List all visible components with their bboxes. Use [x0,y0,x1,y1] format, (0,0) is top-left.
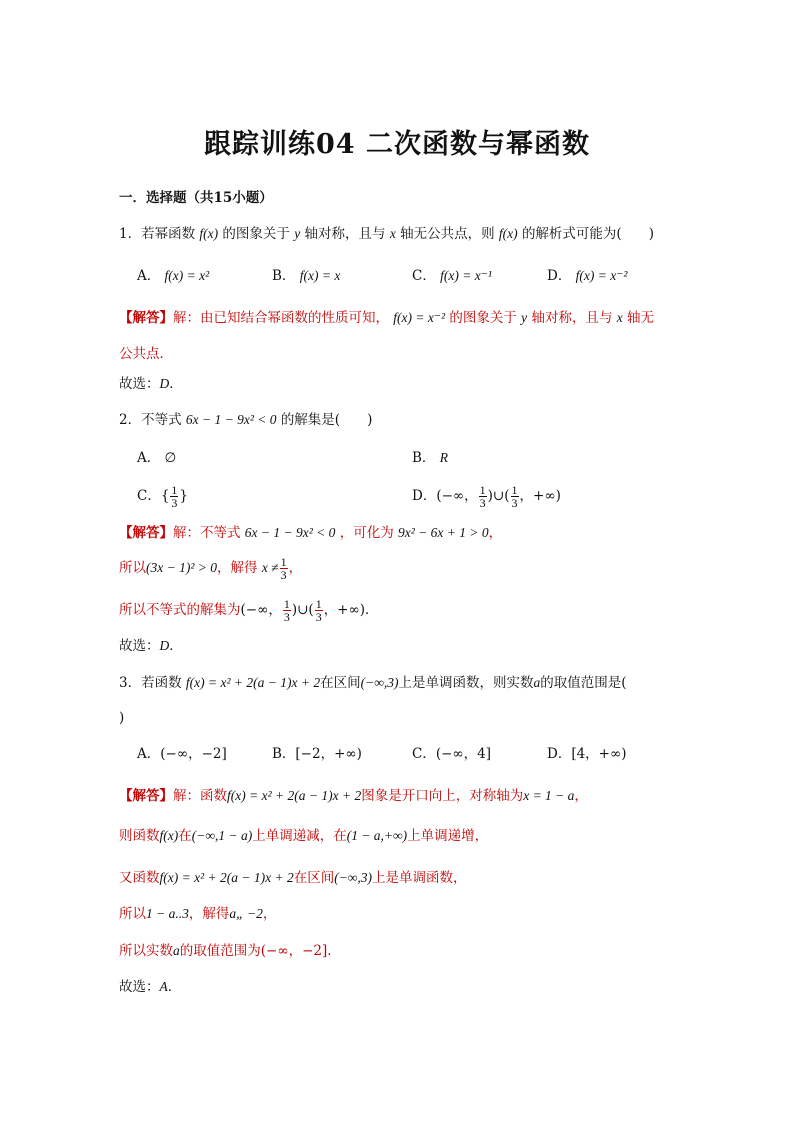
q3-solution-line1 [119,786,588,806]
q3-stem-b: 在区间 [320,675,361,691]
q2-option-d-end: ，+∞) [519,488,561,504]
q1-sol-text2: 的图象关于 [449,310,517,326]
q1-option-b [272,266,340,286]
q1-option-b-value: f(x) = x [299,268,341,283]
q3-sol-text3: ， [574,788,588,804]
q1-stem-mid3: 轴无公共点，则 [400,226,495,242]
q1-fx2: f(x) [498,226,518,241]
q2-option-c [137,484,188,509]
q3-sol-text13: ， [262,906,277,922]
q3-sol-text6: 上单调递减，在 [252,828,347,844]
q1-stem-end: 的解析式可能为( ) [521,226,654,242]
q3-sol-condition: 1 − a..3 [146,906,189,921]
q3-solution-tag: 【解答】 [119,788,173,804]
q3-stem-close: ) [119,710,125,726]
q3-sol-dec-interval: (−∞,1 − a) [191,828,253,843]
q1-stem-mid: 的图象关于 [222,226,290,242]
q2-stem-prefix: 2．不等式 [119,412,182,428]
q2-answer-label: 故选： [119,638,160,654]
q2-inequality: 6x − 1 − 9x² < 0 [185,412,277,427]
q2-sol-text6: ， [288,560,303,576]
q2-sol-fraction2: $\frac{1}{3}$ [283,597,290,624]
q2-option-c-end: } [179,488,189,504]
q3-sol-axis: x = 1 − a [523,788,575,803]
q2-solution-tag: 【解答】 [119,525,173,541]
q3-stem-c: 上是单调函数，则实数 [398,675,534,691]
question-2-stem [119,410,372,430]
q3-stem-prefix: 3．若函数 [119,675,182,691]
q2-option-a-value: ∅ [164,450,177,465]
q2-option-d-fraction1: $\frac{1}{3}$ [479,483,486,510]
q3-sol-text7: 上单调递增， [407,828,489,844]
q2-sol-ineq2: 9x² − 6x + 1 > 0 [398,525,489,540]
q1-option-d-value: f(x) = x⁻² [575,268,628,283]
q1-answer-letter: D [159,376,170,391]
q3-sol-inc-interval: (1 − a,+∞) [346,828,408,843]
q2-option-d-fraction2: $\frac{1}{3}$ [511,483,518,510]
q3-sol-interval: (−∞,3) [334,870,373,885]
q2-option-d-union: )∪( [487,488,510,504]
q2-sol-square: (3x − 1)² > 0 [146,560,218,575]
q2-sol-xneq: x ≠ [261,560,279,575]
q1-option-a [137,266,209,286]
q2-option-a [137,448,176,468]
q3-option-d: D．[4，+∞) [547,746,627,762]
q1-solution-tag: 【解答】 [119,310,173,326]
q1-answer-end: ． [169,376,183,392]
q3-stem-d: 的取值范围是( [540,675,627,691]
q2-sol-text3: ， [488,525,503,541]
q1-option-a-label: A． [137,268,161,284]
q1-stem-prefix: 1．若幂函数 [119,226,196,242]
q2-stem-end: 的解集是( ) [280,412,373,428]
q2-sol-ineq: 6x − 1 − 9x² < 0 [244,525,336,540]
q2-sol-text5: ，解得 [217,560,258,576]
q1-option-d [547,266,627,286]
q2-option-b-label: B． [412,450,436,466]
q2-sol-fraction: $\frac{1}{3}$ [280,555,287,582]
q3-option-a: A．(−∞，−2] [137,746,227,762]
q3-sol-text15: 的取值范围为(−∞，−2]． [179,943,341,959]
q2-option-c-fraction: $\frac{1}{3}$ [171,483,178,510]
q3-solution-line3 [119,868,467,888]
q1-sol-text3: 轴对称，且与 [531,310,613,326]
q2-sol-text1: 解：不等式 [173,525,241,541]
q2-option-c-label: C．{ [137,488,170,504]
q2-sol-fraction3: $\frac{1}{3}$ [315,597,322,624]
q2-solution-line2 [119,556,302,581]
q1-sol-text: 解：由已知结合幂函数的性质可知， [173,310,389,326]
q2-sol-text2: ，可化为 [339,525,394,541]
q3-answer-letter: A [159,979,168,994]
q3-sol-result: a„ −2 [229,906,263,921]
q1-stem-mid2: 轴对称，且与 [304,226,386,242]
q2-answer [119,636,183,656]
q3-sol-a: a [173,943,180,958]
section-heading: 一．选择题（共15小题） [119,190,273,206]
q1-sol-fx: f(x) = x⁻² [393,310,446,325]
q1-option-b-label: B． [272,268,296,284]
q3-option-c: C．(−∞，4] [412,746,492,762]
q3-sol-text12: ，解得 [188,906,230,922]
q1-option-c-label: C． [412,268,436,284]
q2-sol-text7: 所以不等式的解集为 [119,602,241,618]
q3-sol-text10: 上是单调函数， [372,870,467,886]
q1-solution-line2: 公共点． [119,346,173,362]
q3-option-b: B．[−2，+∞) [272,746,362,762]
q1-answer [119,374,183,394]
q2-sol-interval-start: (−∞， [240,602,282,618]
q3-answer-label: 故选： [119,979,160,995]
q2-answer-letter: D [159,638,170,653]
q3-answer-end: ． [167,979,182,995]
q2-sol-text4: 所以 [119,560,146,576]
q1-answer-label: 故选： [119,376,160,392]
q2-option-a-label: A． [137,450,161,466]
q3-sol-fx: f(x) [159,828,179,843]
q1-solution-line1 [119,308,654,328]
q3-sol-text1: 解：函数 [173,788,227,804]
q1-y: y [294,226,301,241]
q1-option-a-value: f(x) = x² [164,268,210,283]
q1-fx: f(x) [199,226,219,241]
q1-sol-y: y [521,310,528,325]
q3-sol-text2: 图象是开口向上，对称轴为 [361,788,524,804]
q3-sol-text11: 所以 [119,906,146,922]
q3-answer [119,977,181,997]
q3-sol-text8: 又函数 [119,870,160,886]
q1-x: x [389,226,396,241]
q1-sol-text4: 轴无 [627,310,655,326]
q1-option-c [412,266,492,286]
q3-a: a [533,675,541,690]
q2-solution-line1 [119,523,502,543]
q2-answer-end: ． [169,638,183,654]
q3-solution-line4 [119,904,276,924]
q3-solution-line5 [119,941,341,961]
q1-option-d-label: D． [547,268,572,284]
q3-sol-text14: 所以实数 [119,943,173,959]
question-3-stem [119,673,626,693]
q3-sol-text9: 在区间 [293,870,335,886]
q1-sol-x: x [616,310,623,325]
q2-sol-interval-end: ，+∞)． [323,602,379,618]
q2-solution-line3 [119,598,379,623]
q3-interval: (−∞,3) [360,675,399,690]
q2-option-d [412,484,561,509]
q3-solution-line2 [119,826,488,846]
q2-sol-union: )∪( [291,602,314,618]
page-title: 跟踪训练04 二次函数与幂函数 [204,129,590,160]
q3-sol-text5: 在 [178,828,192,844]
q2-option-d-label: D．(−∞， [412,488,478,504]
q3-function: f(x) = x² + 2(a − 1)x + 2 [185,675,321,690]
q3-sol-text4: 则函数 [119,828,160,844]
question-1-stem [119,224,654,244]
q3-sol-function2: f(x) = x² + 2(a − 1)x + 2 [159,870,294,885]
q2-option-b [412,448,448,468]
q3-sol-function: f(x) = x² + 2(a − 1)x + 2 [227,788,362,803]
q1-option-c-value: f(x) = x⁻¹ [440,268,492,283]
q2-option-b-value: R [439,450,448,465]
